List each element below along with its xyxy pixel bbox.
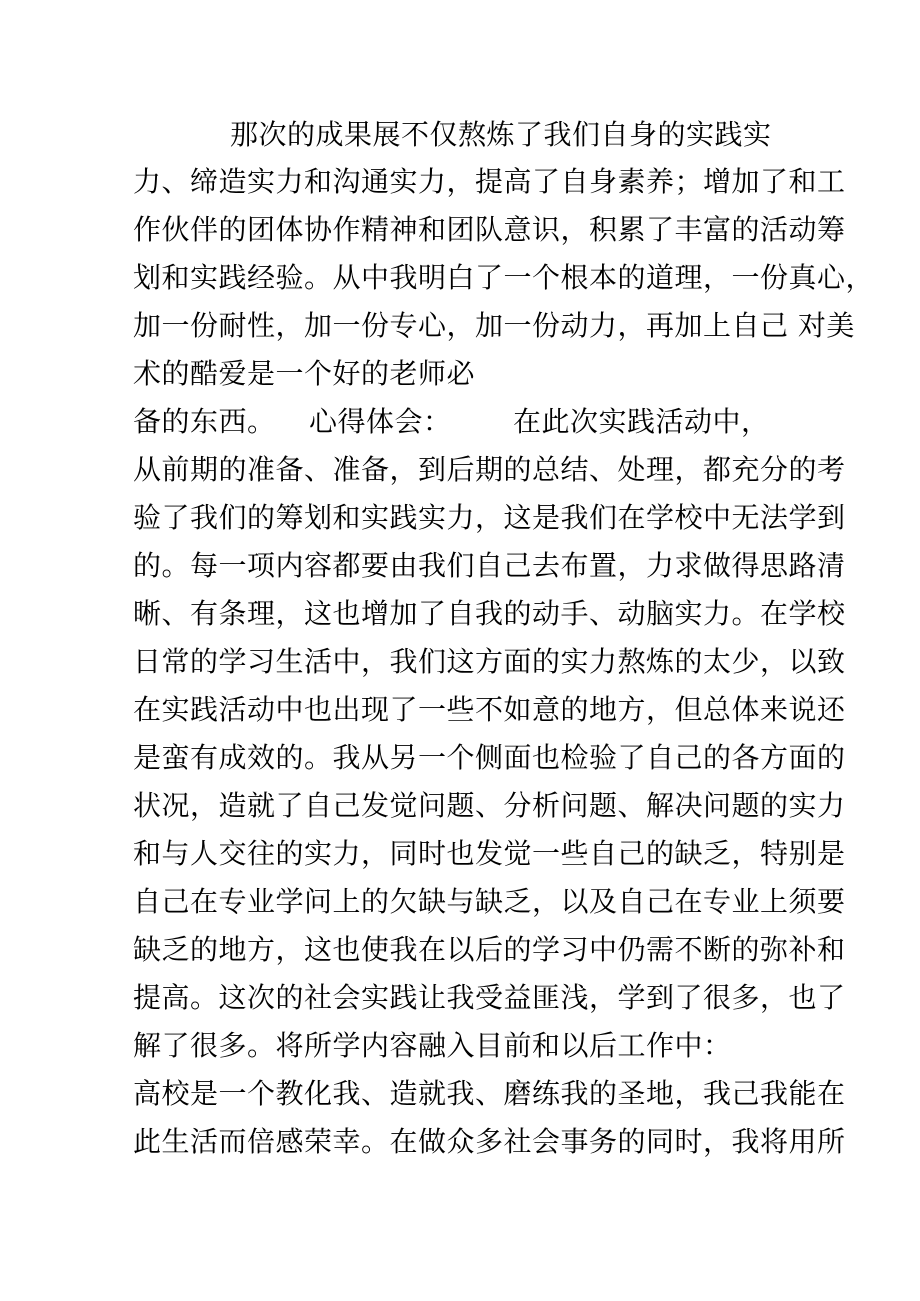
text-line-7-heading: 心得体会： xyxy=(309,405,452,438)
text-line-20: 解了很多。将所学内容融入目前和以后工作中： xyxy=(133,1029,732,1062)
text-line-8: 从前期的准备、准备，到后期的总结、处理，都充分的考 xyxy=(133,453,846,486)
text-line-16: 和与人交往的实力，同时也发觉一些自己的缺乏，特别是 xyxy=(133,837,846,870)
text-line-12: 日常的学习生活中，我们这方面的实力熬炼的太少，以致 xyxy=(133,645,846,678)
text-line-9: 验了我们的筹划和实践实力，这是我们在学校中无法学到 xyxy=(133,501,846,534)
text-line-7-part-1: 备的东西。 xyxy=(133,405,276,438)
text-line-11: 晰、有条理，这也增加了自我的动手、动脑实力。在学校 xyxy=(133,597,846,630)
text-line-7-part-3: 在此次实践活动中， xyxy=(513,405,770,438)
text-line-5: 加一份耐性，加一份专心，加一份动力，再加上自己 对美 xyxy=(133,309,855,342)
text-line-6: 术的酷爱是一个好的老师必 xyxy=(133,357,476,390)
text-line-7 xyxy=(133,404,813,440)
text-line-4: 划和实践经验。从中我明白了一个根本的道理，一份真心， xyxy=(133,261,875,294)
text-line-1: 那次的成果展不仅熬炼了我们自身的实践实 xyxy=(230,118,772,151)
text-line-3: 作伙伴的团体协作精神和团队意识，积累了丰富的活动筹 xyxy=(133,213,846,246)
text-line-19: 提高。这次的社会实践让我受益匪浅，学到了很多，也了 xyxy=(133,981,846,1014)
text-line-22: 此生活而倍感荣幸。在做众多社会事务的同时，我将用所 xyxy=(133,1125,846,1158)
text-line-18: 缺乏的地方，这也使我在以后的学习中仍需不断的弥补和 xyxy=(133,933,846,966)
text-line-15: 状况，造就了自己发觉问题、分析问题、解决问题的实力 xyxy=(133,789,846,822)
text-line-10: 的。每一项内容都要由我们自己去布置，力求做得思路清 xyxy=(133,549,846,582)
text-line-21: 高校是一个教化我、造就我、磨练我的圣地，我己我能在 xyxy=(133,1077,846,1110)
text-line-17: 自己在专业学问上的欠缺与缺乏，以及自己在专业上须要 xyxy=(133,885,846,918)
text-line-14: 是蛮有成效的。我从另一个侧面也检验了自己的各方面的 xyxy=(133,741,846,774)
text-line-2: 力、缔造实力和沟通实力，提高了自身素养；增加了和工 xyxy=(133,165,846,198)
text-line-13: 在实践活动中也出现了一些不如意的地方，但总体来说还 xyxy=(133,693,846,726)
